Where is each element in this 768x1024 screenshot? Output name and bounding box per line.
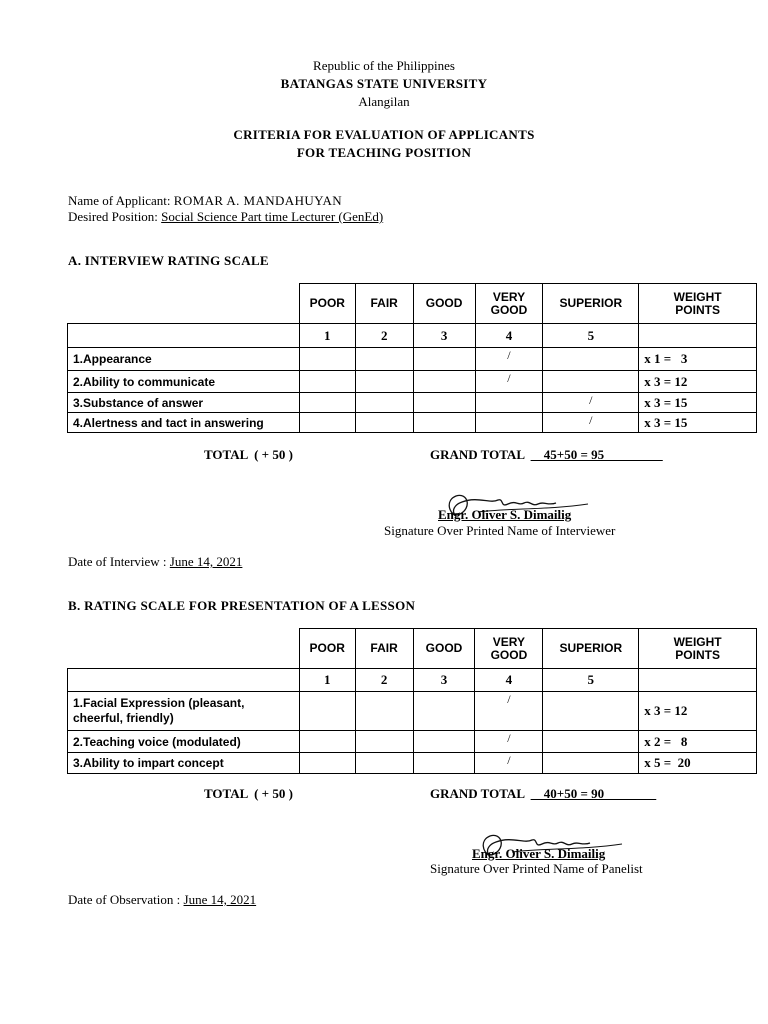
table-header-row	[68, 629, 757, 669]
applicant-name-label: Name of Applicant:	[68, 193, 174, 208]
scale-1: 1	[299, 669, 355, 692]
section-b-total-label: TOTAL ( + 50 )	[204, 786, 293, 801]
col-poor: POOR	[299, 629, 355, 669]
panelist-signature-caption: Signature Over Printed Name of Panelist	[430, 861, 643, 876]
weight-value: x 1 = 3	[639, 348, 757, 371]
table-row	[68, 731, 757, 753]
grand-total-value: __40+50 = 90________	[530, 786, 657, 801]
applicant-name-value: ROMAR A. MANDAHUYAN	[173, 193, 343, 208]
criterion-label: 2.Teaching voice (modulated)	[68, 731, 300, 753]
interviewer-name: Engr. Oliver S. Dimailig	[438, 507, 572, 522]
criterion-label: 1.Appearance	[68, 348, 300, 371]
criterion-label: 2.Ability to communicate	[68, 371, 300, 393]
rating-mark: /	[475, 753, 543, 774]
scale-5: 5	[543, 324, 639, 348]
republic-line: Republic of the Philippines	[313, 58, 455, 73]
weight-value: x 3 = 12	[639, 371, 757, 393]
section-b-title: B. RATING SCALE FOR PRESENTATION OF A LESSON	[68, 598, 416, 613]
table-row	[68, 393, 757, 413]
observation-date-row	[68, 892, 256, 908]
interview-date-row	[68, 554, 242, 570]
rating-mark: /	[475, 731, 543, 753]
rating-mark: /	[543, 413, 639, 433]
table-row	[68, 348, 757, 371]
scale-4: 4	[475, 669, 543, 692]
criterion-label-line2: cheerful, friendly)	[73, 711, 174, 725]
university-name: BATANGAS STATE UNIVERSITY	[280, 76, 488, 91]
panelist-name: Engr. Oliver S. Dimailig	[472, 846, 606, 861]
col-weight-points	[639, 284, 757, 324]
observation-date-value: June 14, 2021	[183, 892, 257, 907]
desired-position-value: Social Science Part time Lecturer (GenEd)	[161, 209, 384, 224]
col-very-good-line2: GOOD	[490, 302, 528, 317]
col-very-good-line1: VERY	[492, 634, 526, 649]
scale-number-row	[68, 324, 757, 348]
rating-mark: /	[475, 692, 543, 731]
table-row	[68, 692, 757, 731]
lesson-rating-table	[67, 628, 757, 774]
section-a-grand-total	[430, 447, 663, 463]
form-title-line1: CRITERIA FOR EVALUATION OF APPLICANTS	[233, 127, 535, 142]
criterion-label: 3.Substance of answer	[68, 393, 300, 413]
col-very-good-line2: GOOD	[490, 647, 528, 662]
section-a-title: A. INTERVIEW RATING SCALE	[68, 253, 269, 268]
scale-3: 3	[413, 324, 475, 348]
col-fair: FAIR	[355, 284, 413, 324]
table-row	[68, 371, 757, 393]
weight-value: x 3 = 15	[639, 393, 757, 413]
section-b-grand-total	[430, 786, 656, 802]
scale-number-row	[68, 669, 757, 692]
col-superior: SUPERIOR	[543, 284, 639, 324]
grand-total-label: GRAND TOTAL	[430, 786, 531, 801]
col-good: GOOD	[413, 629, 475, 669]
rating-mark: /	[475, 348, 543, 371]
col-poor: POOR	[299, 284, 355, 324]
col-weight-line1: WEIGHT	[673, 289, 722, 304]
col-very-good	[475, 284, 543, 324]
col-weight-line2: POINTS	[675, 302, 720, 317]
criterion-label-line1: 1.Facial Expression (pleasant,	[73, 696, 245, 710]
rating-mark: /	[543, 393, 639, 413]
scale-2: 2	[355, 669, 413, 692]
scale-4: 4	[475, 324, 543, 348]
form-title-line2: FOR TEACHING POSITION	[296, 145, 472, 160]
weight-value: x 2 = 8	[639, 731, 757, 753]
criterion-label: 3.Ability to impart concept	[68, 753, 300, 774]
desired-position-label: Desired Position:	[68, 209, 162, 224]
rating-mark: /	[475, 371, 543, 393]
observation-date-label: Date of Observation :	[68, 892, 184, 907]
col-weight-line2: POINTS	[675, 647, 720, 662]
col-very-good-line1: VERY	[492, 289, 526, 304]
weight-value: x 5 = 20	[639, 753, 757, 774]
col-weight-line1: WEIGHT	[673, 634, 722, 649]
interviewer-signature-caption: Signature Over Printed Name of Interviewer	[384, 523, 616, 538]
scale-3: 3	[413, 669, 475, 692]
scale-5: 5	[543, 669, 639, 692]
campus-name: Alangilan	[358, 94, 410, 109]
weight-value: x 3 = 15	[639, 413, 757, 433]
criterion-label	[68, 692, 300, 731]
desired-position-row	[68, 209, 383, 225]
col-weight-points	[639, 629, 757, 669]
col-very-good	[475, 629, 543, 669]
col-good: GOOD	[413, 284, 475, 324]
scale-2: 2	[355, 324, 413, 348]
interview-date-label: Date of Interview :	[68, 554, 170, 569]
scale-1: 1	[299, 324, 355, 348]
table-header-row	[68, 284, 757, 324]
interview-rating-table	[67, 283, 757, 433]
weight-value: x 3 = 12	[639, 692, 757, 731]
col-fair: FAIR	[355, 629, 413, 669]
applicant-name-row	[68, 193, 342, 209]
table-row	[68, 413, 757, 433]
table-row	[68, 753, 757, 774]
grand-total-value: __45+50 = 95_________	[530, 447, 663, 462]
grand-total-label: GRAND TOTAL	[430, 447, 531, 462]
col-superior: SUPERIOR	[543, 629, 639, 669]
criterion-label: 4.Alertness and tact in answering	[68, 413, 300, 433]
section-a-total-label: TOTAL ( + 50 )	[204, 447, 293, 462]
interview-date-value: June 14, 2021	[169, 554, 243, 569]
